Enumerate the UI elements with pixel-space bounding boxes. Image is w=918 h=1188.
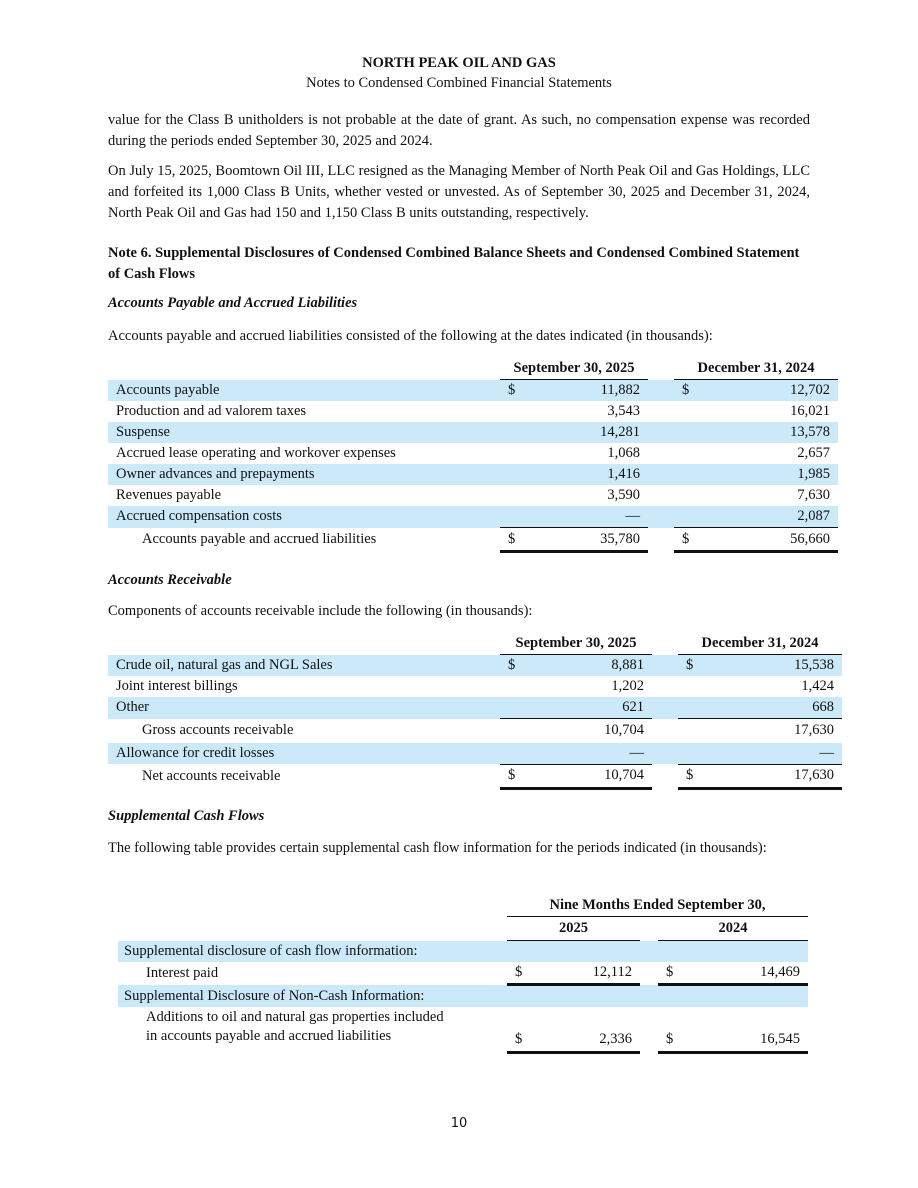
page-number: 10 (450, 1116, 468, 1131)
accounts-payable-table (108, 358, 838, 553)
paragraph: On July 15, 2025, Boomtown Oil III, LLC resigned as the Managing Member of North Peak Oil and Gas Holdings, LLC and forfeited its 1,000 Class B Units, whether vested or unvested. As of September 30, 2025 and December 31, 2024, North Peak Oil and Gas had 150 and 1,150 Class B units outstanding, respectively. (108, 163, 810, 221)
column-header: December 31, 2024 (674, 358, 838, 380)
table-row: Crude oil, natural gas and NGL Sales $ 8,881 $ 15,538 (108, 655, 842, 677)
table-row: Owner advances and prepayments 1,416 1,985 (108, 464, 838, 485)
note-title: Note 6. Supplemental Disclosures of Condensed Combined Balance Sheets and Condensed Combined Statement of Cash Flows (108, 245, 800, 282)
table-row: Suspense 14,281 13,578 (108, 422, 838, 443)
company-title: NORTH PEAK OIL AND GAS (362, 55, 556, 71)
document-subtitle: Notes to Condensed Combined Financial Statements (306, 75, 612, 91)
table-row: Other 621 668 (108, 697, 842, 719)
table-row: Joint interest billings 1,202 1,424 (116, 678, 834, 694)
total-row: Accounts payable and accrued liabilities $ 35,780 $ 56,660 (108, 528, 838, 552)
table-row: Revenues payable 3,590 7,630 (116, 487, 830, 503)
table-row: Accounts payable $ 11,882 $ 12,702 (108, 380, 838, 402)
section-row: Supplemental Disclosure of Non-Cash Information: (118, 985, 808, 1008)
cash-flow-table (118, 895, 808, 1054)
column-header: 2025 (507, 917, 640, 941)
accounts-receivable-table (108, 633, 842, 790)
section-intro: Accounts payable and accrued liabilities consisted of the following at the dates indicated (in thousands): (108, 328, 713, 344)
table-row: Accrued lease operating and workover expenses 1,068 2,657 (116, 445, 830, 461)
total-row: Net accounts receivable $ 10,704 $ 17,630 (108, 764, 842, 788)
column-header: September 30, 2025 (500, 358, 648, 380)
table-row: Additions to oil and natural gas properties included (146, 1009, 444, 1025)
section-heading: Accounts Receivable (108, 572, 232, 588)
column-header: 2024 (658, 917, 808, 941)
section-row: Supplemental disclosure of cash flow information: (118, 941, 808, 963)
table-row: in accounts payable and accrued liabilities $ 2,336 $ 16,545 (118, 1028, 808, 1052)
table-row: Production and ad valorem taxes 3,543 16,021 (116, 403, 830, 419)
section-intro: Components of accounts receivable include the following (in thousands): (108, 603, 533, 619)
table-row: Interest paid $ 12,112 $ 14,469 (118, 962, 808, 985)
column-header: December 31, 2024 (678, 633, 842, 655)
section-heading: Supplemental Cash Flows (108, 808, 265, 824)
section-heading: Accounts Payable and Accrued Liabilities (108, 295, 358, 311)
table-row: Accrued compensation costs — 2,087 (108, 506, 838, 528)
section-intro: The following table provides certain supplemental cash flow information for the periods indicated (in thousands): (108, 840, 767, 856)
subtotal-row: Gross accounts receivable 10,704 17,630 (108, 719, 842, 743)
column-header: September 30, 2025 (500, 633, 652, 655)
table-row: Allowance for credit losses — — (108, 743, 842, 765)
period-header: Nine Months Ended September 30, (507, 895, 808, 917)
paragraph: value for the Class B unitholders is not probable at the date of grant. As such, no compensation expense was recorded during the periods ended September 30, 2025 and 2024. (108, 112, 810, 149)
